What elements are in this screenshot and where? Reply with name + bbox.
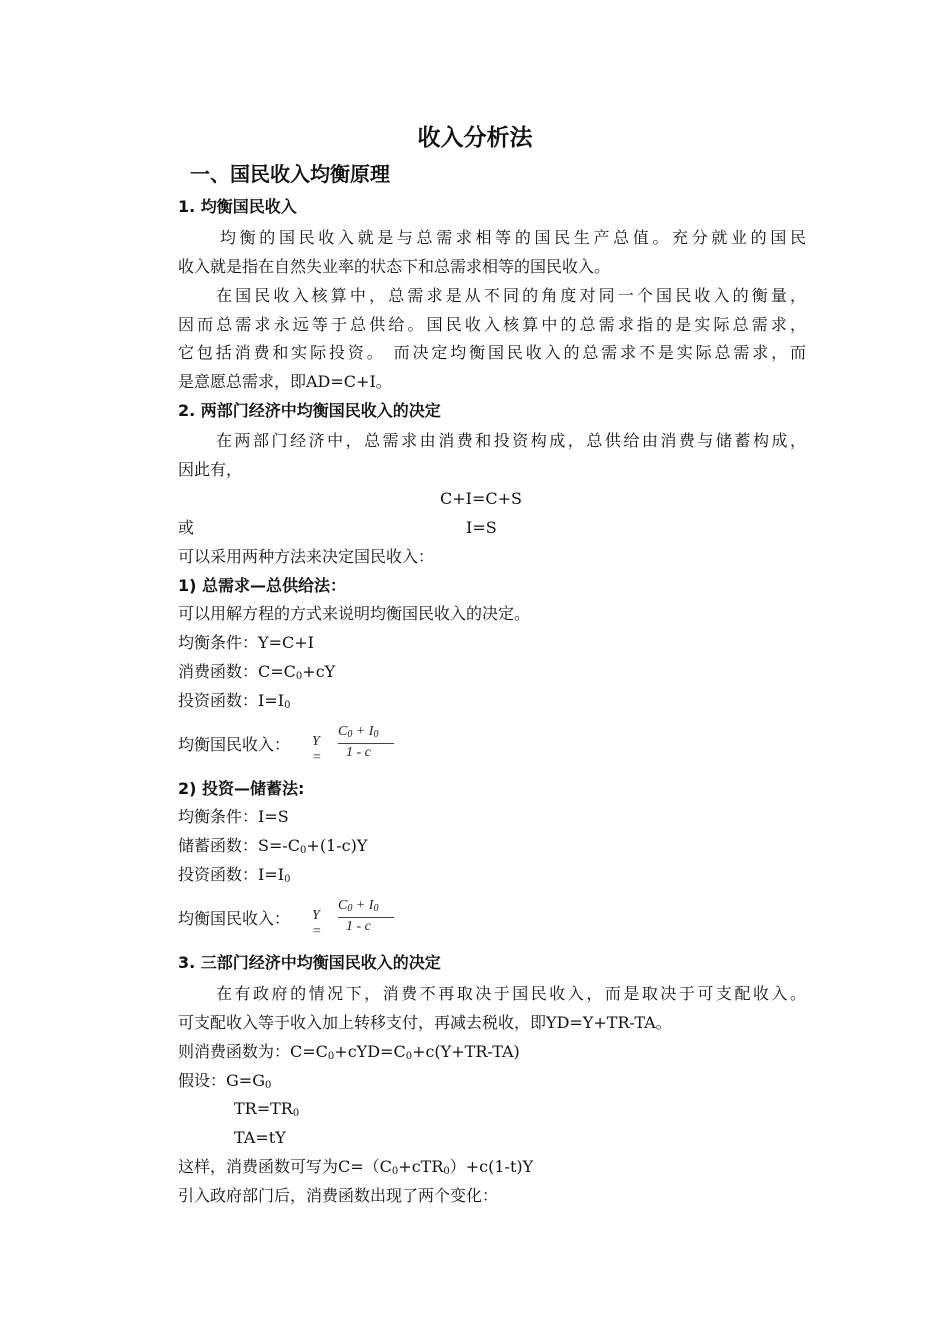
consumption-function: 消费函数：$C=C_0+cY$ (178, 662, 336, 682)
equilibrium-income-label: 均衡国民收入： (178, 909, 291, 928)
equilibrium-income-label: 均衡国民收入： (178, 735, 291, 754)
assumption-g: 假设：$G=G_0$ (178, 1071, 272, 1091)
method-heading-1: 1) 总需求—总供给法： (178, 576, 347, 595)
paragraph-line: 收入就是指在自然失业率的状态下和总需求相等的国民收入。 (178, 257, 611, 276)
equation-1: C+I=C+S (440, 489, 522, 508)
method-heading-2: 2) 投资—储蓄法: (178, 779, 305, 798)
paragraph-line: 引入政府部门后，消费函数出现了两个变化： (178, 1186, 499, 1205)
subsection-heading-3: 3. 三部门经济中均衡国民收入的决定 (178, 953, 441, 972)
paragraph-line: 在国民收入核算中，总需求是从不同的角度对同一个国民收入的衡量， (216, 286, 806, 305)
paragraph-line: 可支配收入等于收入加上转移支付，再减去税收，即YD=Y+TR-TA。 (178, 1013, 672, 1032)
saving-function: 储蓄函数：$S=-C_0+(1-c)Y$ (178, 836, 368, 856)
consumption-function-3: 则消费函数为：$C=C_0+cYD=C_0+c(Y+TR-TA)$ (178, 1042, 520, 1062)
section-heading-1: 一、国民收入均衡原理 (190, 162, 390, 186)
investment-function: 投资函数：$I=I_0$ (178, 865, 291, 885)
investment-function: 投资函数：$I=I_0$ (178, 691, 291, 711)
or-label: 或 (178, 518, 195, 537)
equation-2: I=S (466, 518, 497, 537)
paragraph-line: 均衡的国民收入就是与总需求相等的国民生产总值。充分就业的国民 (220, 228, 806, 247)
paragraph-line: 在有政府的情况下，消费不再取决于国民收入，而是取决于可支配收入。 (216, 984, 806, 1003)
subsection-heading-2: 2. 两部门经济中均衡国民收入的决定 (178, 401, 441, 420)
paragraph-line: 是意愿总需求，即AD=C+I。 (178, 372, 392, 391)
assumption-ta: TA=tY (234, 1128, 286, 1147)
document-page: 收入分析法 一、国民收入均衡原理 1. 均衡国民收入 均衡的国民收入就是与总需求相等的国民生产总值。充分就业的国民 收入就是指在自然失业率的状态下和总需求相等的国民收入。 在国民收入核算中，总需求是从不同的角度对同一个国民收入的衡量， 因而总需求永远等于总供给。国民收入核算中的总需求指的是实际总需求， 它包括消费和实际投资。 而决定均衡国民收入的总需求不是实际总需求，而 是意愿总需求，即AD=C+I。 2. 两部门经济中均衡国民收入的决定 在两部门经济中，总需求由消费和投资构成，总供给由消费与储蓄构成， 因此有， C+I=C+S 或 I=S 可以采用两种方法来决定国民收入： 1) 总需求—总供给法： 可以用解方程的方式来说明均衡国民收入的决定。 均衡条件：Y=C+I 消费函数：$C=C_0+cY$ 投资函数：$I=I_0$ 均衡国民收入： Y = $C_0 + I_0$ 1 - c 2) 投资—储蓄法: 均衡条件：I=S 储蓄函数：$S=-C_0+(1-c)Y$ 投资函数：$I=I_0$ 均衡国民收入： Y = $C_0 + I_0$ 1 - c 3. 三部门经济中均衡国民收入的决定 在有政府的情况下，消费不再取决于国民收入，而是取决于可支配收入。 可支配收入等于收入加上转移支付，再减去税收，即YD=Y+TR-TA。 则消费函数为：$C=C_0+cYD=C_0+c(Y+TR-TA)$ 假设：$G=G_0$ $TR=TR_0$ TA=tY 这样，消费函数可写为$C=(C_0+cTR_0)+c(1-t)Y$ 引入政府部门后，消费函数出现了两个变化： (0, 0, 950, 1344)
methods-intro: 可以采用两种方法来决定国民收入： (178, 547, 435, 566)
paragraph-line: 因而总需求永远等于总供给。国民收入核算中的总需求指的是实际总需求， (178, 315, 806, 334)
rewritten-consumption: 这样，消费函数可写为$C=(C_0+cTR_0)+c(1-t)Y$ (178, 1157, 534, 1177)
page-title: 收入分析法 (417, 125, 533, 151)
subsection-heading-1: 1. 均衡国民收入 (178, 197, 297, 216)
equilibrium-condition: 均衡条件：Y=C+I (178, 633, 314, 652)
paragraph-line: 在两部门经济中，总需求由消费和投资构成，总供给由消费与储蓄构成， (216, 431, 806, 450)
paragraph-line: 因此有， (178, 460, 243, 479)
method-desc: 可以用解方程的方式来说明均衡国民收入的决定。 (178, 604, 531, 623)
assumption-tr: $TR=TR_0$ (234, 1099, 300, 1119)
paragraph-line: 它包括消费和实际投资。 而决定均衡国民收入的总需求不是实际总需求，而 (178, 343, 806, 362)
equilibrium-condition: 均衡条件：I=S (178, 807, 289, 826)
